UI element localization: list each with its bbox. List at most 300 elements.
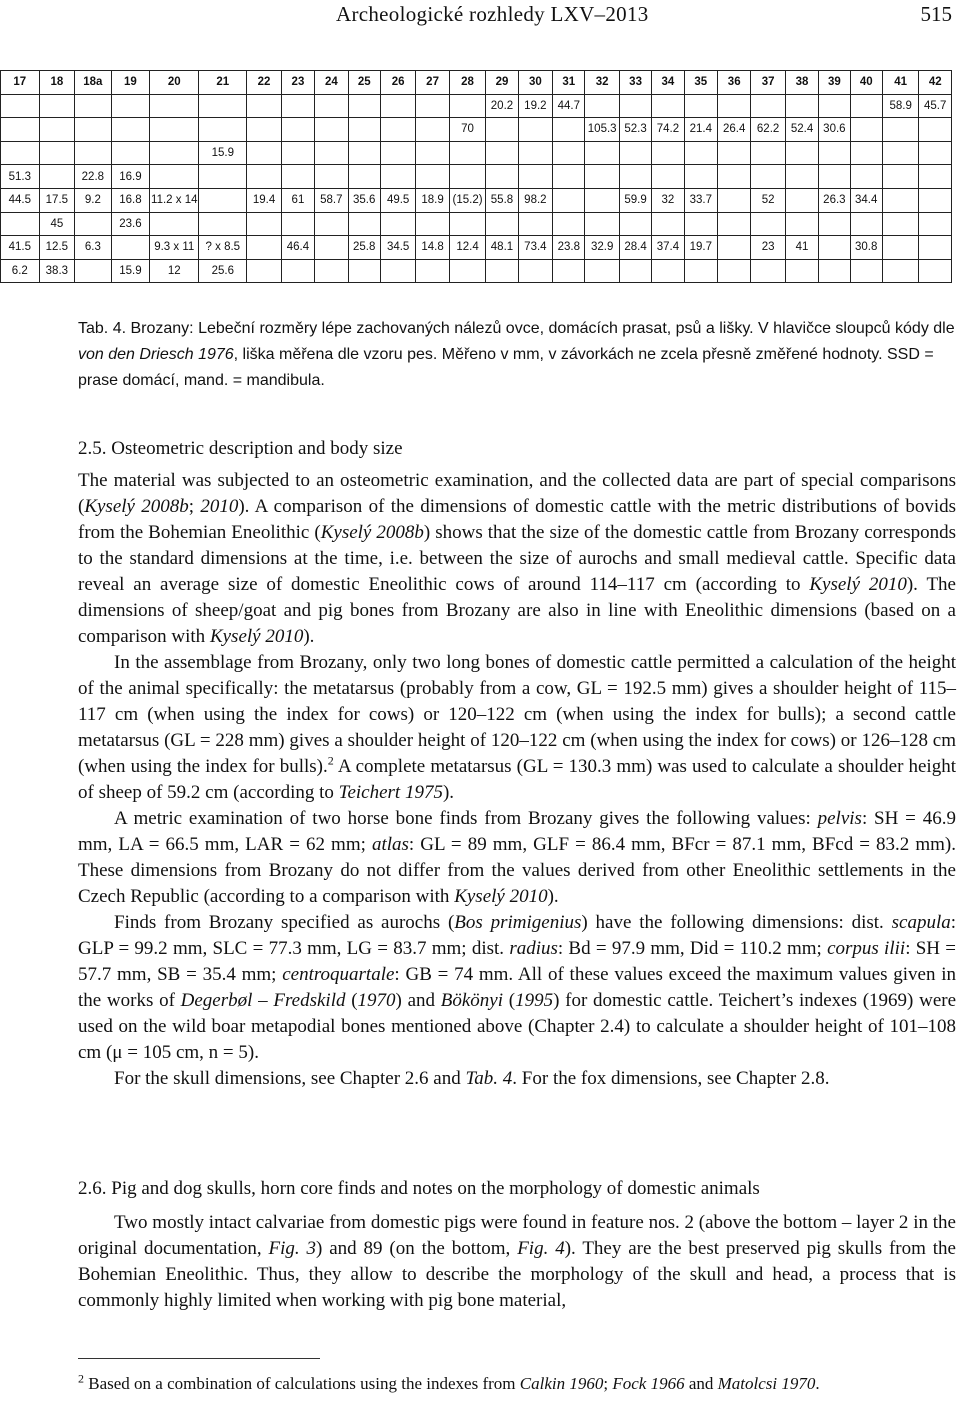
table-cell: 23.8: [553, 236, 585, 260]
table-row: [1, 118, 952, 142]
table-cell: [416, 94, 449, 118]
table-cell: 41.5: [1, 236, 40, 260]
table-header-row: [1, 71, 952, 95]
table-cell: 16.8: [111, 188, 150, 212]
table-cell: [652, 259, 684, 283]
table-cell: [585, 141, 619, 165]
term: scapula: [891, 912, 951, 933]
text-run: ). They are the best preserved pig skulls from the Bohemian Eneolithic. Thus, they allow to describe the morphology of the skull and head, a process that is commonly highly limited when working with pig bone material,: [78, 1238, 956, 1311]
citation: Calkin 1960: [519, 1374, 604, 1393]
table-cell: [150, 94, 199, 118]
table-cell: [619, 212, 651, 236]
table-cell: [199, 118, 247, 142]
table-row: [1, 188, 952, 212]
table-cell: [919, 141, 952, 165]
column-header: 39: [819, 71, 850, 95]
term: corpus ilii: [827, 938, 906, 959]
table-cell: [150, 165, 199, 189]
table-cell: [315, 212, 348, 236]
table-cell: [785, 212, 818, 236]
table-cell: [315, 118, 348, 142]
text-run: : Bd = 97.9 mm, Did = 110.2 mm;: [557, 938, 828, 959]
table-cell: 32.9: [585, 236, 619, 260]
table-cell: [751, 212, 785, 236]
table-cell: [315, 236, 348, 260]
table-cell: 30.8: [850, 236, 882, 260]
text-run: ).: [442, 782, 455, 803]
table-cell: [247, 259, 281, 283]
table-cell: 20.2: [486, 94, 518, 118]
table-cell: [518, 165, 552, 189]
table-cell: [281, 212, 314, 236]
citation: 1995: [515, 990, 554, 1011]
table-cell: 33.7: [684, 188, 717, 212]
column-header: 26: [380, 71, 415, 95]
table-cell: 19.2: [518, 94, 552, 118]
column-header: 38: [785, 71, 818, 95]
table-cell: [315, 94, 348, 118]
table-cell: [315, 165, 348, 189]
table-cell: [919, 188, 952, 212]
column-header: 22: [247, 71, 281, 95]
table-cell: [449, 259, 486, 283]
table-cell: 12.5: [39, 236, 74, 260]
table-cell: 35.6: [348, 188, 380, 212]
table-cell: [718, 212, 751, 236]
table-cell: 51.3: [1, 165, 40, 189]
table-cell: 105.3: [585, 118, 619, 142]
table-cell: 23.6: [111, 212, 150, 236]
table-cell: [416, 141, 449, 165]
section-body-2-6: [78, 1210, 956, 1314]
table-cell: [518, 141, 552, 165]
table-cell: [882, 259, 919, 283]
table-cell: [652, 212, 684, 236]
table-cell: [281, 259, 314, 283]
table-caption: [78, 316, 960, 394]
text-run: ).: [303, 626, 315, 647]
table-cell: [718, 236, 751, 260]
table-cell: 26.4: [718, 118, 751, 142]
table-cell: [199, 165, 247, 189]
text-run: A complete metatarsus (GL = 130.3 mm) was used to calculate a shoulder height of sheep of 59.2 cm (according to: [78, 756, 956, 803]
table-cell: [281, 94, 314, 118]
text-run: ) and: [395, 990, 441, 1011]
column-header: 30: [518, 71, 552, 95]
section-body-2-5: [78, 468, 956, 1092]
table-cell: [850, 141, 882, 165]
table-cell: [684, 94, 717, 118]
citation: 2010: [200, 496, 239, 517]
table-cell: [819, 94, 850, 118]
table-cell: [819, 259, 850, 283]
figure-reference[interactable]: Fig. 4: [517, 1238, 565, 1259]
table-cell: [199, 188, 247, 212]
table-cell: 19.7: [684, 236, 717, 260]
citation: Fock 1966: [612, 1374, 685, 1393]
table-cell: 58.7: [315, 188, 348, 212]
text-run: : GB = 74 mm. All of these values exceed the maximum values given in the works of: [78, 964, 956, 1011]
figure-reference[interactable]: Fig. 3: [268, 1238, 317, 1259]
table-cell: 41: [785, 236, 818, 260]
table-cell: [247, 212, 281, 236]
table-cell: [619, 259, 651, 283]
column-header: 18: [39, 71, 74, 95]
table-cell: [585, 212, 619, 236]
table-cell: 52.3: [619, 118, 651, 142]
text-run: The material was subjected to an osteometric examination, and the collected data are part of special comparisons (: [78, 470, 956, 517]
table-cell: [785, 94, 818, 118]
table-cell: 70: [449, 118, 486, 142]
citation: Kyselý 2008b: [84, 496, 189, 517]
section-heading-2-5: 2.5. Osteometric description and body size: [78, 438, 403, 459]
table-cell: [315, 259, 348, 283]
citation: Matolcsi 1970: [717, 1374, 816, 1393]
table-cell: [882, 236, 919, 260]
column-header: 24: [315, 71, 348, 95]
text-run: For the skull dimensions, see Chapter 2.6 and: [114, 1068, 466, 1089]
table-cell: [486, 259, 518, 283]
table-cell: 58.9: [882, 94, 919, 118]
table-cell: 14.8: [416, 236, 449, 260]
table-cell: [585, 94, 619, 118]
table-cell: [919, 165, 952, 189]
table-cell: [553, 165, 585, 189]
footnote-marker[interactable]: 2: [327, 753, 334, 768]
footnote: [78, 1371, 820, 1394]
table-cell: [449, 94, 486, 118]
table-cell: [449, 141, 486, 165]
table-cell: [518, 212, 552, 236]
table-cell: [1, 141, 40, 165]
table-cell: [718, 141, 751, 165]
table-cell: 73.4: [518, 236, 552, 260]
table-cell: [1, 212, 40, 236]
table-cell: 22.8: [75, 165, 112, 189]
table-cell: [850, 259, 882, 283]
table-cell: 37.4: [652, 236, 684, 260]
table-cell: [281, 165, 314, 189]
column-header: 29: [486, 71, 518, 95]
text-run: : SH = 46.9 mm, LA = 66.5 mm, LAR = 62 mm;: [78, 808, 956, 855]
table-cell: 15.9: [199, 141, 247, 165]
table-row: [1, 94, 952, 118]
table-cell: 16.9: [111, 165, 150, 189]
table-cell: 52: [751, 188, 785, 212]
paragraph: [78, 650, 956, 806]
table-cell: [39, 165, 74, 189]
table-cell: 55.8: [486, 188, 518, 212]
table-cell: [819, 236, 850, 260]
table-cell: [486, 141, 518, 165]
table-cell: 34.5: [380, 236, 415, 260]
table-cell: [449, 212, 486, 236]
column-header: 17: [1, 71, 40, 95]
table-cell: [785, 259, 818, 283]
table-cell: [416, 259, 449, 283]
footnote-divider: [78, 1358, 320, 1359]
table-cell: [111, 236, 150, 260]
text-run: ) shows that the size of the domestic cattle from Brozany corresponds to the standard dimensions at the time, i.e. between the size of aurochs and small medieval cattle. Specific data reveal an average size of domestic Eneolithic cows of around 114–117 cm (according to: [78, 522, 956, 595]
table-cell: 23: [751, 236, 785, 260]
table-cell: [348, 165, 380, 189]
table-cell: 74.2: [652, 118, 684, 142]
citation: 1970: [357, 990, 396, 1011]
table-cell: 48.1: [486, 236, 518, 260]
column-header: 40: [850, 71, 882, 95]
table-cell: [819, 165, 850, 189]
table-cell: [348, 212, 380, 236]
citation: Kyselý 2010: [209, 626, 304, 647]
table-cell: [684, 141, 717, 165]
table-cell: [718, 188, 751, 212]
table-cell: [553, 118, 585, 142]
table-cell: 62.2: [751, 118, 785, 142]
citation: Bökönyi: [440, 990, 504, 1011]
text-run: ).: [547, 886, 559, 907]
paragraph: [78, 1210, 956, 1314]
column-header: 23: [281, 71, 314, 95]
citation: Kyselý 2008b: [320, 522, 424, 543]
caption-text-end: , liška měřena dle vzoru pes. Měřeno v mm, v závorkách ne zcela přesně změřené hodnoty. SSD = prase domácí, mand. = mandibula.: [78, 346, 934, 389]
table-cell: [1, 118, 40, 142]
column-header: 21: [199, 71, 247, 95]
text-run: (: [503, 990, 516, 1011]
table-cell: 15.9: [111, 259, 150, 283]
table-cell: 59.9: [619, 188, 651, 212]
table-cell: [919, 118, 952, 142]
table-cell: [247, 236, 281, 260]
table-cell: [416, 165, 449, 189]
table-cell: 44.7: [553, 94, 585, 118]
table-cell: [819, 141, 850, 165]
text-run: : GLP = 99.2 mm, SLC = 77.3 mm, LG = 83.7 mm; dist.: [78, 912, 957, 959]
table-cell: 6.3: [75, 236, 112, 260]
text-run: In the assemblage from Brozany, only two long bones of domestic cattle permitted a calculation of the height of the animal specifically: the metatarsus (probably from a cow, GL = 192.5 mm) gives a shoulder height of 115–117 cm (when using the index for cows) or 120–122 cm (when using the index for bulls); a second cattle metatarsus (GL = 228 mm) gives a shoulder height of 120–122 cm (when using the index for cows) or 126–128 cm (when using the index for bulls).: [78, 652, 956, 777]
column-header: 20: [150, 71, 199, 95]
table-cell: 52.4: [785, 118, 818, 142]
table-cell: 12: [150, 259, 199, 283]
table-row: [1, 212, 952, 236]
table-cell: [247, 118, 281, 142]
table-cell: 9.2: [75, 188, 112, 212]
text-run: ;: [188, 496, 201, 517]
paragraph: [78, 1066, 956, 1092]
text-run: ). A comparison of the dimensions of domestic cattle with the metric distributions of bovids from the Bohemian Eneolithic (: [78, 496, 956, 543]
table-cell: 25.6: [199, 259, 247, 283]
text-run: ). The dimensions of sheep/goat and pig bones from Brozany are also in line with Eneolithic dimensions (based on a comparison with: [78, 574, 956, 647]
table-cell: [150, 118, 199, 142]
table-cell: [39, 141, 74, 165]
table-cell: [850, 212, 882, 236]
table-cell: [850, 118, 882, 142]
text-run: A metric examination of two horse bone finds from Brozany gives the following values:: [114, 808, 818, 829]
column-header: 27: [416, 71, 449, 95]
table-cell: [348, 94, 380, 118]
table-cell: [348, 259, 380, 283]
table-cell: [882, 188, 919, 212]
table-cell: [380, 165, 415, 189]
page-number: 515: [920, 2, 952, 26]
table-cell: [111, 141, 150, 165]
table-cell: [718, 259, 751, 283]
table-cell: 38.3: [39, 259, 74, 283]
section-heading-2-6: 2.6. Pig and dog skulls, horn core finds and notes on the morphology of domestic animals: [78, 1178, 760, 1199]
table-cell: [281, 118, 314, 142]
table-cell: [1, 94, 40, 118]
table-cell: [850, 165, 882, 189]
table-cell: 30.6: [819, 118, 850, 142]
table-row: [1, 259, 952, 283]
table-cell: [380, 212, 415, 236]
table-cell: [919, 236, 952, 260]
table-cell: [553, 141, 585, 165]
column-header: 32: [585, 71, 619, 95]
term: Bos primigenius: [454, 912, 582, 933]
footnote-number: 2: [78, 1371, 84, 1386]
table-cell: [919, 212, 952, 236]
text-run: ;: [603, 1374, 613, 1393]
table-cell: 46.4: [281, 236, 314, 260]
table-cell: 11.2 x 14: [150, 188, 199, 212]
table-cell: 6.2: [1, 259, 40, 283]
text-run: Finds from Brozany specified as aurochs (: [114, 912, 455, 933]
table-cell: [751, 141, 785, 165]
table-cell: [281, 141, 314, 165]
column-header: 37: [751, 71, 785, 95]
text-run: : GL = 89 mm, GLF = 86.4 mm, BFcr = 87.1 mm, BFcd = 83.2 mm). These dimensions from Brozany do not differ from the values derived from other Eneolithic settlements in the Czech Republic (according to a comparison with: [78, 834, 956, 907]
table-cell: [619, 141, 651, 165]
table-cell: [75, 94, 112, 118]
table-cell: [882, 118, 919, 142]
paragraph: [78, 806, 956, 910]
text-run: (: [345, 990, 358, 1011]
table-row: [1, 165, 952, 189]
table-cell: ? x 8.5: [199, 236, 247, 260]
column-header: 18a: [75, 71, 112, 95]
table-cell: [585, 165, 619, 189]
running-head: [0, 0, 960, 30]
term: radius: [509, 938, 558, 959]
table-cell: [684, 259, 717, 283]
text-run: ) for domestic cattle. Teichert’s indexes (1969) were used on the wild boar metapodial bones mentioned above (Chapter 2.4) to calculate a shoulder height of 101–108 cm (μ = 105 cm, n = 5).: [78, 990, 957, 1063]
column-header: 33: [619, 71, 651, 95]
table-cell: [751, 259, 785, 283]
table-cell: [718, 165, 751, 189]
text-run: ) have the following dimensions: dist.: [581, 912, 892, 933]
table-cell: [785, 165, 818, 189]
table-cell: [150, 212, 199, 236]
table-cell: [111, 118, 150, 142]
text-run: : SH = 57.7 mm, SB = 35.4 mm;: [78, 938, 956, 985]
table-cell: [39, 118, 74, 142]
column-header: 28: [449, 71, 486, 95]
table-cell: [247, 141, 281, 165]
table-cell: [199, 212, 247, 236]
table-cell: [652, 165, 684, 189]
measurement-table: [0, 70, 952, 283]
table-cell: [882, 212, 919, 236]
table-cell: [75, 212, 112, 236]
table-cell: [486, 118, 518, 142]
caption-citation: von den Driesch 1976: [78, 346, 234, 363]
table-cell: 12.4: [449, 236, 486, 260]
table-cell: [39, 94, 74, 118]
column-header: 42: [919, 71, 952, 95]
table-row: [1, 236, 952, 260]
table-cell: [718, 94, 751, 118]
table-cell: [380, 259, 415, 283]
table-reference[interactable]: Tab. 4: [465, 1068, 513, 1089]
table-cell: [553, 212, 585, 236]
table-cell: 9.3 x 11: [150, 236, 199, 260]
table-cell: (15.2): [449, 188, 486, 212]
table-cell: [684, 165, 717, 189]
table-cell: [850, 94, 882, 118]
table-cell: [919, 259, 952, 283]
table-cell: 21.4: [684, 118, 717, 142]
table-cell: [486, 212, 518, 236]
table-cell: [315, 141, 348, 165]
table-cell: [416, 212, 449, 236]
table-cell: [585, 188, 619, 212]
table-cell: [247, 94, 281, 118]
column-header: 36: [718, 71, 751, 95]
table-cell: [150, 141, 199, 165]
text-run: .: [815, 1374, 820, 1393]
table-cell: [652, 141, 684, 165]
table-cell: [380, 118, 415, 142]
table-cell: [785, 141, 818, 165]
table-cell: [619, 165, 651, 189]
table-cell: 17.5: [39, 188, 74, 212]
paragraph: [78, 468, 956, 650]
table-cell: 45: [39, 212, 74, 236]
table-cell: 26.3: [819, 188, 850, 212]
term: atlas: [371, 834, 409, 855]
table-cell: [619, 94, 651, 118]
table-cell: [518, 118, 552, 142]
table-cell: [348, 141, 380, 165]
column-header: 35: [684, 71, 717, 95]
table-row: [1, 141, 952, 165]
citation: Kyselý 2010: [809, 574, 907, 595]
column-header: 41: [882, 71, 919, 95]
table-cell: [684, 212, 717, 236]
table-cell: 32: [652, 188, 684, 212]
table-cell: [416, 118, 449, 142]
text-run: Based on a combination of calculations using the indexes from: [84, 1374, 520, 1393]
term: pelvis: [817, 808, 862, 829]
table-cell: [111, 94, 150, 118]
table-cell: [553, 188, 585, 212]
table-cell: 25.8: [348, 236, 380, 260]
table-cell: [751, 94, 785, 118]
table-cell: [486, 165, 518, 189]
table-cell: 18.9: [416, 188, 449, 212]
table-cell: [785, 188, 818, 212]
table-cell: 61: [281, 188, 314, 212]
paragraph: [78, 910, 956, 1066]
text-run: and: [684, 1374, 718, 1393]
table-cell: 19.4: [247, 188, 281, 212]
column-header: 25: [348, 71, 380, 95]
table-cell: [819, 212, 850, 236]
table-cell: [75, 118, 112, 142]
table-cell: [380, 94, 415, 118]
column-header: 19: [111, 71, 150, 95]
caption-text: Tab. 4. Brozany: Lebeční rozměry lépe zachovaných nálezů ovce, domácích prasat, psů a lišky. V hlavičce sloupců kódy dle: [78, 320, 955, 337]
